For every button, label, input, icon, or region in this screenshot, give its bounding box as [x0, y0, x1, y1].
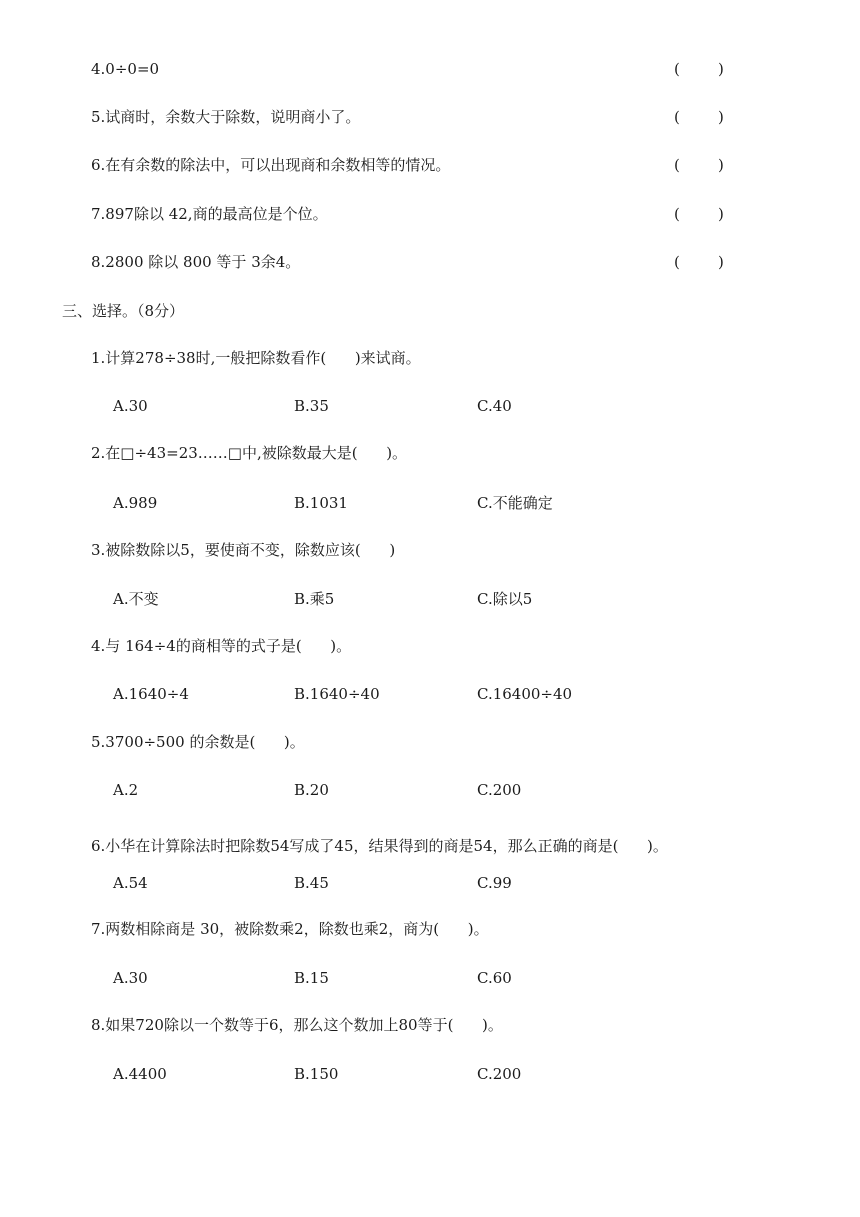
choice-option-8b[interactable]: B.150: [294, 1065, 339, 1083]
choice-question-8: 8.如果720除以一个数等于6，那么这个数加上80等于( )。: [91, 1016, 503, 1034]
choice-option-1a[interactable]: A.30: [113, 397, 148, 415]
tf-answer-blank-6[interactable]: ( ): [674, 156, 724, 174]
choice-option-4a[interactable]: A.1640÷4: [113, 685, 189, 703]
choice-option-3c[interactable]: C.除以5: [477, 590, 533, 608]
tf-answer-blank-7[interactable]: ( ): [674, 205, 724, 223]
tf-answer-blank-5[interactable]: ( ): [674, 108, 724, 126]
choice-question-1: 1.计算278÷38时,一般把除数看作( )来试商。: [91, 349, 421, 367]
choice-option-2a[interactable]: A.989: [113, 494, 158, 512]
tf-answer-blank-4[interactable]: ( ): [674, 60, 724, 78]
choice-question-4: 4.与 164÷4的商相等的式子是( )。: [91, 637, 352, 655]
choice-option-6c[interactable]: C.99: [477, 874, 512, 892]
choice-option-3b[interactable]: B.乘5: [294, 590, 335, 608]
tf-answer-blank-8[interactable]: ( ): [674, 253, 724, 271]
choice-option-7b[interactable]: B.15: [294, 969, 329, 987]
choice-question-7: 7.两数相除商是 30，被除数乘2，除数也乘2，商为( )。: [91, 920, 489, 938]
choice-option-3a[interactable]: A.不变: [113, 590, 159, 608]
choice-option-8c[interactable]: C.200: [477, 1065, 522, 1083]
choice-option-1c[interactable]: C.40: [477, 397, 512, 415]
choice-question-3: 3.被除数除以5，要使商不变，除数应该( ): [91, 541, 396, 559]
choice-option-5c[interactable]: C.200: [477, 781, 522, 799]
choice-option-6b[interactable]: B.45: [294, 874, 329, 892]
choice-option-8a[interactable]: A.4400: [113, 1065, 167, 1083]
choice-option-5b[interactable]: B.20: [294, 781, 329, 799]
tf-question-8: 8.2800 除以 800 等于 3余4。: [91, 253, 301, 271]
tf-question-4: 4.0÷0=0: [91, 60, 160, 78]
section-title-choice: 三、选择。（8分）: [62, 302, 185, 320]
choice-option-5a[interactable]: A.2: [113, 781, 139, 799]
tf-question-6: 6.在有余数的除法中，可以出现商和余数相等的情况。: [91, 156, 451, 174]
choice-option-7a[interactable]: A.30: [113, 969, 148, 987]
choice-option-4b[interactable]: B.1640÷40: [294, 685, 380, 703]
choice-option-1b[interactable]: B.35: [294, 397, 329, 415]
tf-question-5: 5.试商时，余数大于除数，说明商小了。: [91, 108, 361, 126]
choice-option-2b[interactable]: B.1031: [294, 494, 348, 512]
choice-option-2c[interactable]: C.不能确定: [477, 494, 553, 512]
choice-option-4c[interactable]: C.16400÷40: [477, 685, 573, 703]
choice-question-5: 5.3700÷500 的余数是( )。: [91, 733, 305, 751]
choice-question-2: 2.在□÷43=23……□中,被除数最大是( )。: [91, 444, 408, 462]
tf-question-7: 7.897除以 42,商的最高位是个位。: [91, 205, 328, 223]
choice-option-6a[interactable]: A.54: [113, 874, 148, 892]
choice-question-6: 6.小华在计算除法时把除数54写成了45，结果得到的商是54，那么正确的商是( )。: [91, 837, 668, 855]
choice-option-7c[interactable]: C.60: [477, 969, 512, 987]
